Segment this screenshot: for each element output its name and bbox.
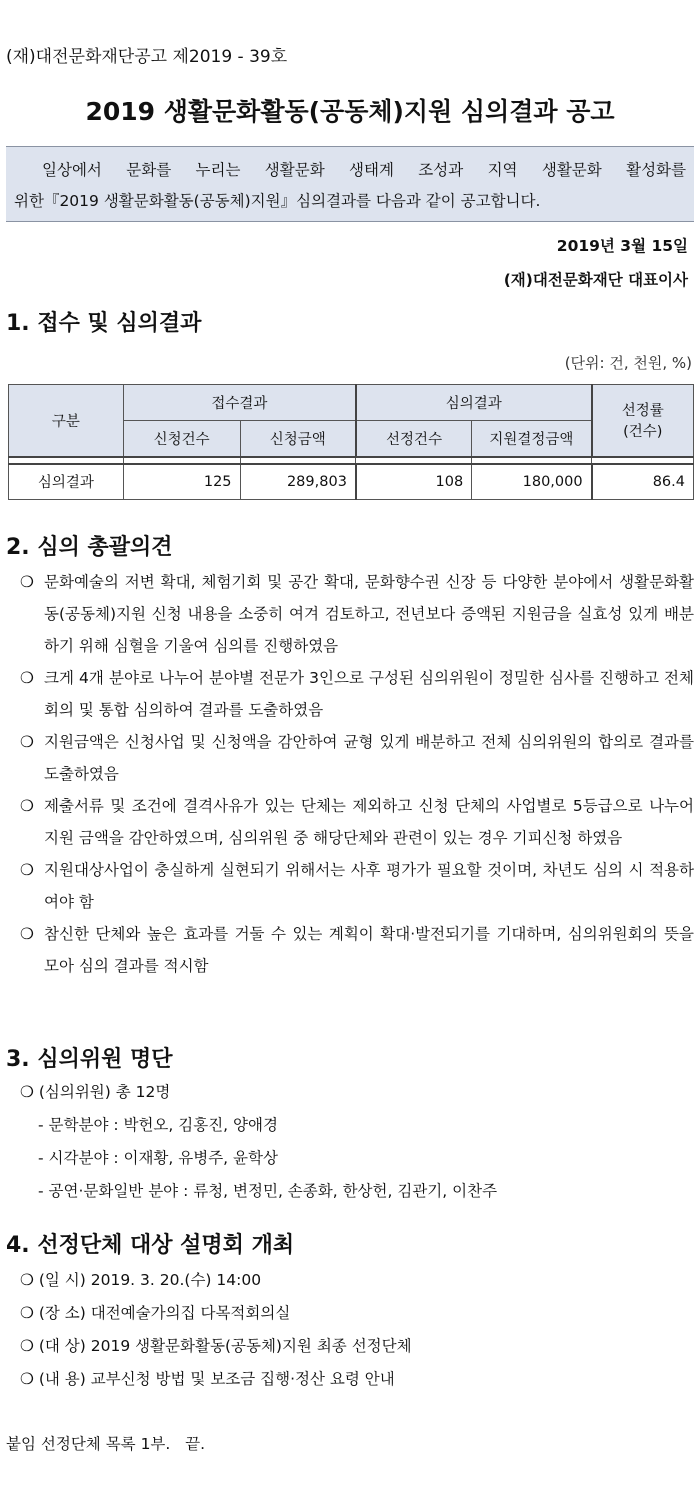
table-divider: [9, 457, 694, 464]
member-field-visual: - 시각분야 : 이재황, 유병주, 윤학상: [38, 1149, 278, 1167]
intro-line-1: 일상에서 문화를 누리는 생활문화 생태계 조성과 지역 생활문화 활성화를: [42, 161, 686, 179]
member-field-literature: - 문학분야 : 박헌오, 김홍진, 양애경: [38, 1116, 278, 1134]
list-item: ❍ 지원대상사업이 충실하게 실현되기 위해서는 사후 평가가 필요할 것이며, 차년도 심의 시 적용하여야 함: [20, 854, 694, 918]
list-item: [20, 1264, 412, 1297]
bullet-circle-icon: ❍: [20, 573, 34, 591]
header-select-count: 선정건수: [356, 421, 472, 457]
section-1-heading: 1. 접수 및 심의결과: [6, 311, 202, 336]
bullet-circle-icon: ❍: [20, 925, 34, 943]
table-row: [9, 464, 694, 500]
bullet-circle-icon: ❍: [20, 1271, 34, 1289]
bullet-circle-icon: ❍: [20, 669, 34, 687]
header-apply-amount: 신청금액: [240, 421, 356, 457]
header-support-amount: 지원결정금액: [472, 421, 592, 457]
member-field-performance: - 공연·문화일반 분야 : 류청, 변정민, 손종화, 한상헌, 김관기, 이찬주: [38, 1182, 498, 1200]
cell-select-count: 108: [356, 464, 472, 500]
header-rate-line1: 선정률: [621, 403, 664, 420]
bullet-circle-icon: ❍: [20, 733, 34, 751]
closing-attachment-note: 붙임 선정단체 목록 1부. 끝.: [6, 1435, 206, 1453]
header-category: 구분: [9, 385, 124, 457]
issuing-organization: (재)대전문화재단 대표이사: [503, 271, 688, 289]
section-2-heading: 2. 심의 총괄의견: [6, 535, 173, 560]
member-total: (심의위원) 총 12명: [38, 1083, 171, 1101]
bullet-circle-icon: ❍: [20, 1304, 34, 1322]
bullet-circle-icon: ❍: [20, 1370, 34, 1388]
row-label: 심의결과: [9, 464, 124, 500]
unit-note: (단위: 건, 천원, %): [564, 354, 692, 372]
list-item: [20, 1076, 497, 1109]
bullet-circle-icon: ❍: [20, 797, 34, 815]
notice-date: 2019년 3월 15일: [556, 237, 688, 255]
event-datetime: (일 시) 2019. 3. 20.(수) 14:00: [38, 1271, 262, 1289]
cell-apply-amount: 289,803: [240, 464, 356, 500]
section-4-heading: 4. 선정단체 대상 설명회 개최: [6, 1233, 295, 1258]
list-item: [20, 1363, 412, 1396]
review-opinion-list: [20, 566, 694, 982]
header-review-group: 심의결과: [356, 385, 592, 421]
briefing-session-info: [20, 1264, 412, 1396]
section-3-heading: 3. 심의위원 명단: [6, 1047, 173, 1072]
cell-selection-rate: 86.4: [592, 464, 694, 500]
event-content: (내 용) 교부신청 방법 및 보조금 집행·정산 요령 안내: [38, 1370, 395, 1388]
list-item: ❍ 문화예술의 저변 확대, 체험기회 및 공간 확대, 문화향수권 신장 등 다양한 분야에서 생활문화활동(공동체)지원 신청 내용을 소중히 여겨 검토하고, 전년보다 증액된 지원금을 실효성 있게 배분하기 위해 심혈을 기울여 심의를 진행하였음: [20, 566, 694, 662]
list-item: ❍ 제출서류 및 조건에 결격사유가 있는 단체는 제외하고 신청 단체의 사업별로 5등급으로 나누어 지원 금액을 감안하였으며, 심의위원 중 해당단체와 관련이 있는 경우 기피신청 하였음: [20, 790, 694, 854]
header-selection-rate: [592, 385, 694, 457]
list-item: ❍ 크게 4개 분야로 나누어 분야별 전문가 3인으로 구성된 심의위원이 정밀한 심사를 진행하고 전체 회의 및 통합 심의하여 결과를 도출하였음: [20, 662, 694, 726]
cell-apply-count: 125: [123, 464, 240, 500]
bullet-circle-icon: ❍: [20, 1337, 34, 1355]
event-location: (장 소) 대전예술가의집 다목적회의실: [38, 1304, 291, 1322]
bullet-circle-icon: ❍: [20, 1083, 34, 1101]
page-title: 2019 생활문화활동(공동체)지원 심의결과 공고: [85, 97, 615, 126]
header-rate-line2: (건수): [623, 424, 663, 441]
list-item: [20, 1330, 412, 1363]
event-audience: (대 상) 2019 생활문화활동(공동체)지원 최종 선정단체: [38, 1337, 412, 1355]
intro-line-2: 위한『2019 생활문화활동(공동체)지원』심의결과를 다음과 같이 공고합니다.: [14, 192, 541, 210]
cell-support-amount: 180,000: [472, 464, 592, 500]
header-apply-count: 신청건수: [123, 421, 240, 457]
notice-number: (재)대전문화재단공고 제2019 - 39호: [6, 47, 288, 67]
header-receipt-group: 접수결과: [123, 385, 356, 421]
list-item: ❍ 참신한 단체와 높은 효과를 거둘 수 있는 계획이 확대·발전되기를 기대하며, 심의위원회의 뜻을 모아 심의 결과를 적시함: [20, 918, 694, 982]
intro-box: [6, 146, 694, 222]
list-item: ❍ 지원금액은 신청사업 및 신청액을 감안하여 균형 있게 배분하고 전체 심의위원의 합의로 결과를 도출하였음: [20, 726, 694, 790]
list-item: [20, 1297, 412, 1330]
bullet-circle-icon: ❍: [20, 861, 34, 879]
committee-members: [20, 1076, 497, 1208]
results-table: [8, 384, 694, 500]
